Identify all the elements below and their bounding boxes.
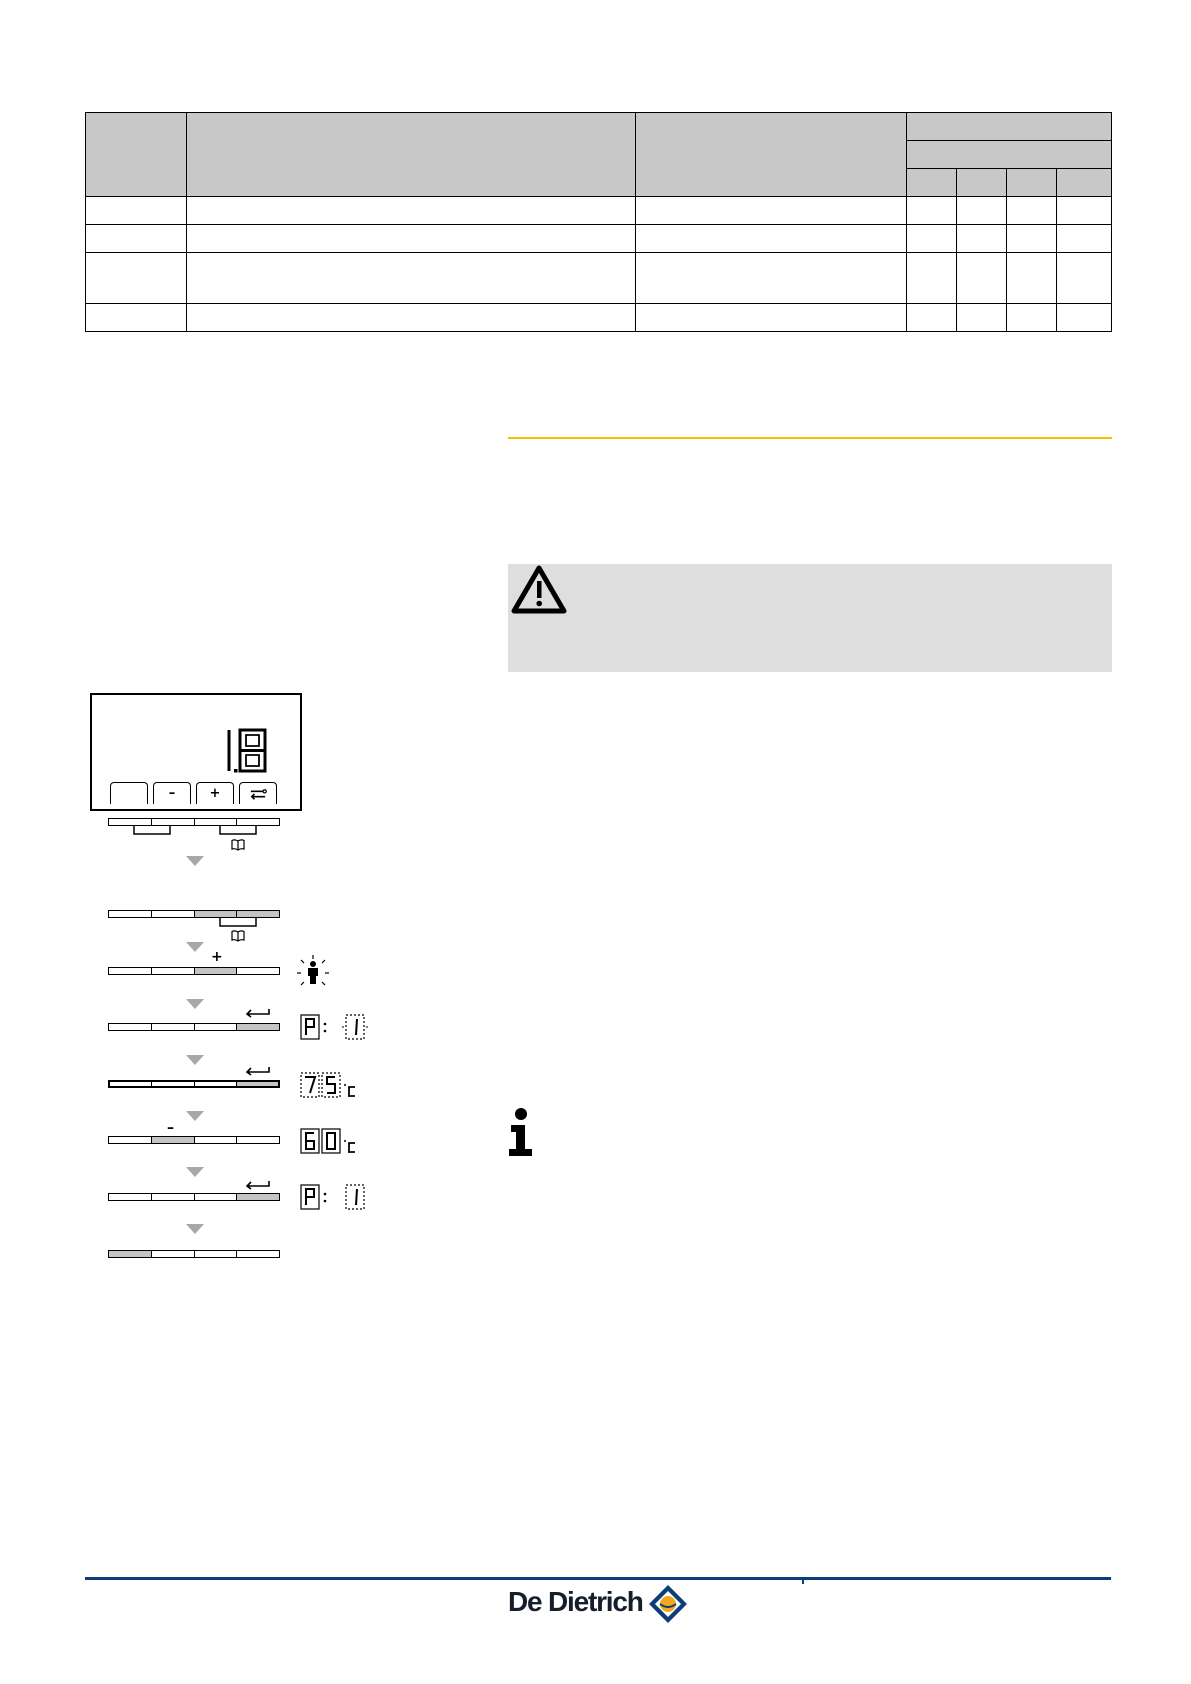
key-strip [108, 1250, 280, 1258]
table-row [86, 197, 1112, 225]
step-arrow [186, 942, 204, 952]
step-arrow [186, 1055, 204, 1065]
brand-logo-icon [648, 1584, 688, 1624]
key-minus[interactable] [152, 1024, 195, 1030]
boiler-control-panel [90, 693, 302, 811]
return-arrow-icon [247, 786, 269, 802]
enter-button[interactable] [239, 782, 277, 804]
mode-button[interactable] [110, 782, 148, 804]
key-mode[interactable] [109, 1194, 152, 1200]
table-header-cell [1057, 169, 1112, 197]
step-arrow [186, 999, 204, 1009]
book-icon [231, 839, 245, 851]
table-header-cell [907, 113, 1112, 141]
key-mode[interactable] [109, 1251, 152, 1257]
brand-name: De Dietrich [508, 1586, 643, 1617]
key-mode[interactable] [109, 968, 152, 974]
table-row [86, 225, 1112, 253]
key-combo-bracket [132, 826, 172, 836]
return-arrow-icon [244, 1066, 270, 1076]
temperature-display [300, 1070, 362, 1100]
parameter-table [85, 112, 1112, 332]
plus-button[interactable]: + [196, 782, 234, 804]
warning-triangle-icon [510, 564, 568, 616]
return-arrow-icon [244, 1008, 270, 1018]
key-plus[interactable] [195, 1194, 238, 1200]
minus-key-label: – [167, 1120, 174, 1136]
table-header-cell [636, 113, 907, 197]
table-header-cell [86, 113, 187, 197]
key-plus[interactable] [195, 1137, 238, 1143]
minus-button[interactable]: – [153, 782, 191, 804]
person-icon [296, 954, 330, 988]
return-arrow-icon [244, 1180, 270, 1190]
key-strip [108, 1136, 280, 1144]
table-header-cell [907, 141, 1112, 169]
footer-tick [802, 1577, 804, 1584]
key-enter[interactable] [237, 1194, 279, 1200]
key-minus[interactable] [152, 1194, 195, 1200]
table-header-cell [907, 169, 957, 197]
key-strip [108, 967, 280, 975]
key-combo-bracket [218, 918, 258, 928]
key-strip [108, 910, 280, 918]
key-plus[interactable] [195, 819, 238, 825]
key-minus[interactable] [152, 819, 195, 825]
parameter-display [300, 1013, 376, 1041]
key-minus[interactable] [152, 1137, 195, 1143]
footer-rule [85, 1577, 1111, 1580]
key-minus[interactable] [152, 911, 195, 917]
step-arrow [186, 856, 204, 866]
key-strip [108, 1023, 280, 1031]
key-enter[interactable] [237, 1024, 279, 1030]
key-mode[interactable] [110, 1082, 152, 1086]
key-strip [108, 1193, 280, 1201]
step-arrow [186, 1167, 204, 1177]
key-minus[interactable] [152, 968, 195, 974]
table-row [86, 253, 1112, 304]
key-plus[interactable] [195, 911, 238, 917]
key-enter[interactable] [237, 1137, 279, 1143]
key-plus[interactable] [195, 968, 238, 974]
book-icon [231, 930, 245, 942]
key-plus[interactable] [195, 1082, 237, 1086]
table-header-cell [957, 169, 1007, 197]
key-mode[interactable] [109, 1024, 152, 1030]
key-plus[interactable] [195, 1251, 238, 1257]
key-plus[interactable] [195, 1024, 238, 1030]
key-minus[interactable] [152, 1251, 195, 1257]
key-enter[interactable] [237, 1082, 278, 1086]
plus-key-label: + [211, 949, 223, 965]
key-minus[interactable] [152, 1082, 194, 1086]
key-mode[interactable] [109, 1137, 152, 1143]
key-strip [108, 1080, 280, 1088]
table-row [86, 304, 1112, 332]
key-strip [108, 818, 280, 826]
key-enter[interactable] [237, 1251, 279, 1257]
step-arrow [186, 1224, 204, 1234]
key-combo-bracket [218, 826, 258, 836]
key-enter[interactable] [237, 911, 279, 917]
table-header-cell [1007, 169, 1057, 197]
step-arrow [186, 1111, 204, 1121]
temperature-display [300, 1126, 362, 1156]
key-mode[interactable] [109, 819, 152, 825]
section-divider [508, 437, 1112, 439]
lcd-display [221, 727, 271, 775]
warning-box [508, 564, 1112, 672]
info-icon [506, 1108, 536, 1158]
key-enter[interactable] [237, 968, 279, 974]
key-enter[interactable] [237, 819, 279, 825]
key-mode[interactable] [109, 911, 152, 917]
table-header-cell [187, 113, 636, 197]
parameter-display [300, 1183, 376, 1211]
